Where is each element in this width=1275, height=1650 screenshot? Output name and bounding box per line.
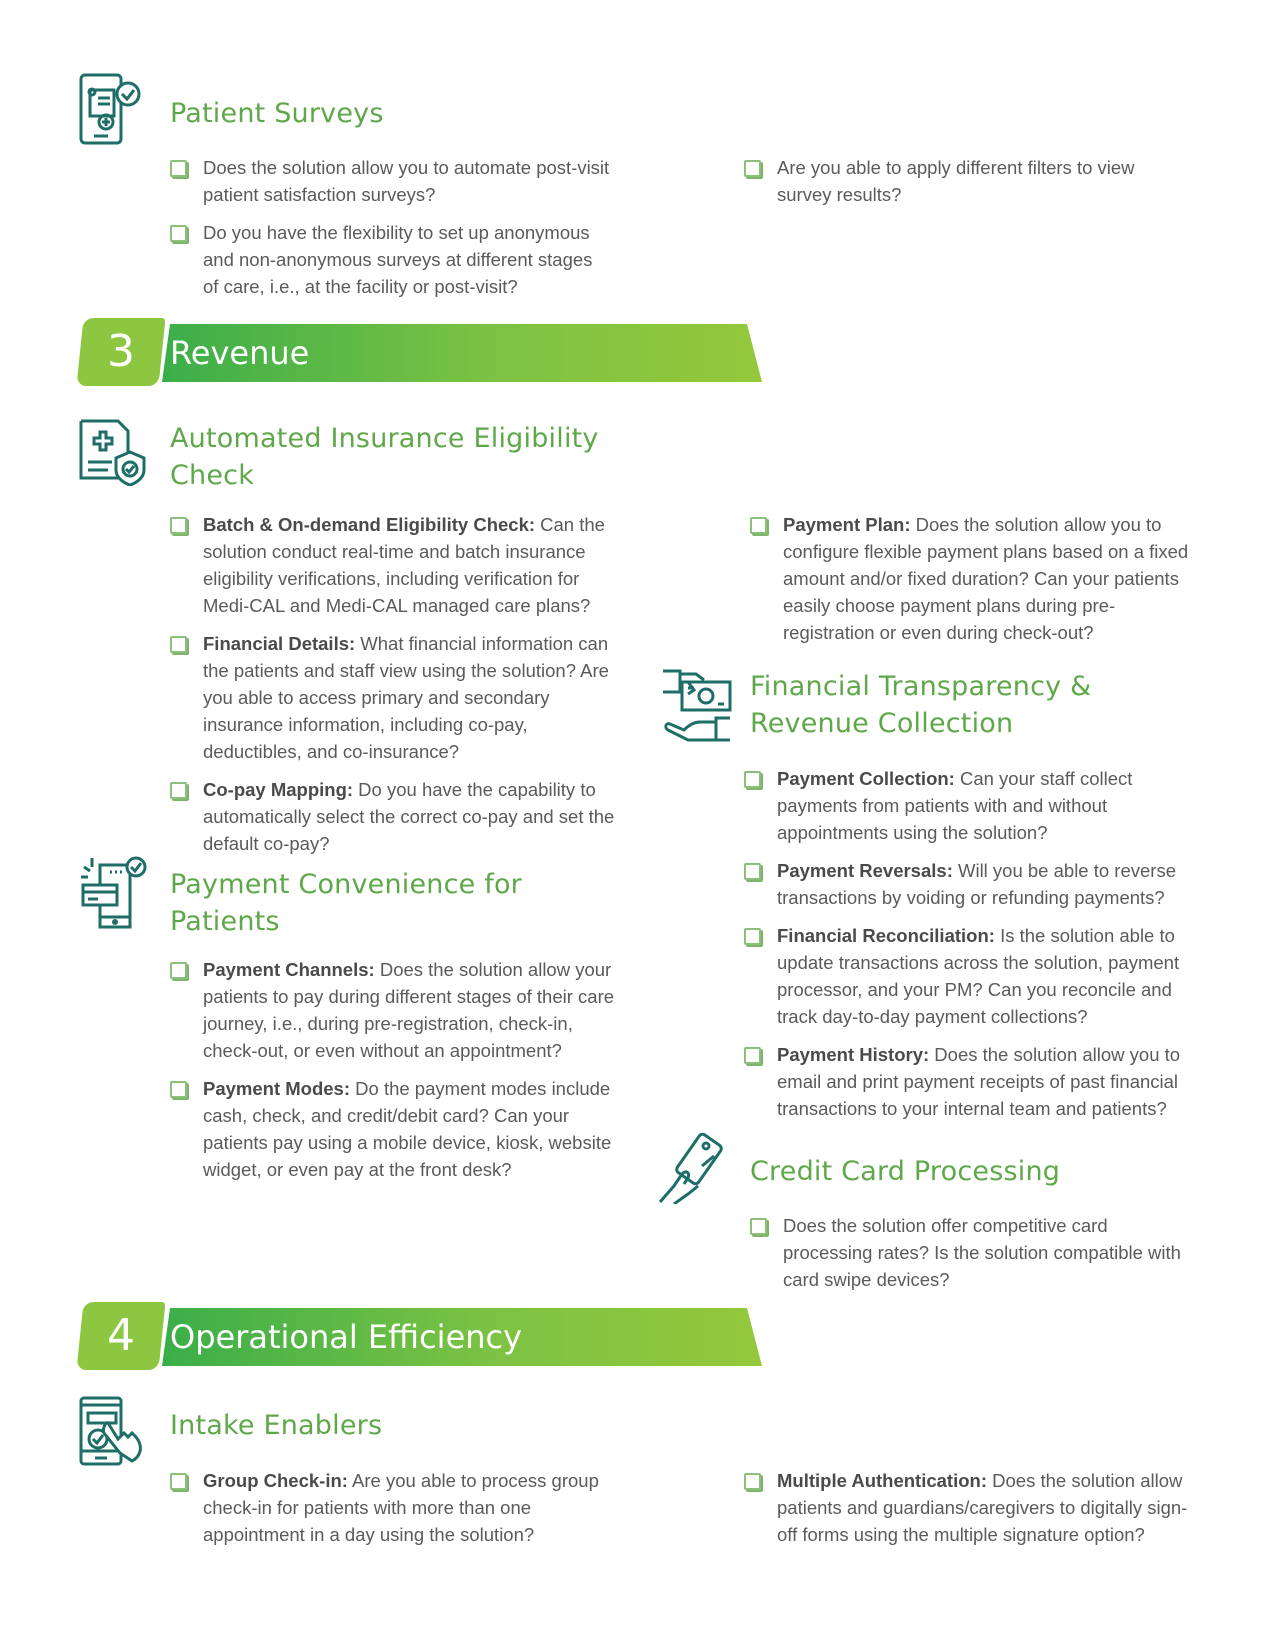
patient-surveys-right-list [744, 154, 1164, 219]
checkbox[interactable] [170, 160, 187, 177]
checklist-item: Do you have the flexibility to set up anonymous and non-anonymous surveys at different stages of care, i.e., at the facility or post-visit? [170, 219, 610, 300]
checkbox[interactable] [170, 782, 187, 799]
checklist-item: Batch & On-demand Eligibility Check: Can the solution conduct real-time and batch insurance eligibility verifications, including verification for Medi-CAL and Medi-CAL managed care plans? [170, 511, 620, 619]
section-banner-operational-efficiency [80, 1302, 780, 1368]
checkbox[interactable] [744, 1047, 761, 1064]
section-title: Financial Transparency & Revenue Collection [750, 671, 1092, 739]
payment-convenience-list [170, 956, 630, 1194]
mobile-payment-icon [80, 855, 150, 931]
checkbox[interactable] [170, 517, 187, 534]
checklist-item: Payment Collection: Can your staff collect payments from patients with and without appointments using the solution? [744, 765, 1204, 846]
checklist-item: Group Check-in: Are you able to process group check-in for patients with more than one appointment in a day using the solution? [170, 1467, 620, 1548]
credit-card-list [750, 1212, 1200, 1304]
checkbox[interactable] [744, 160, 761, 177]
checklist-item: Payment History: Does the solution allow you to email and print payment receipts of past financial transactions to your internal team and patients? [744, 1041, 1204, 1122]
checklist-item: Are you able to apply different filters to view survey results? [744, 154, 1164, 208]
section-title: Credit Card Processing [750, 1156, 1061, 1187]
checklist-item: Does the solution allow you to automate post-visit patient satisfaction surveys? [170, 154, 610, 208]
insurance-list [170, 511, 620, 868]
checkbox[interactable] [750, 517, 767, 534]
checklist-item: Co-pay Mapping: Do you have the capability to automatically select the correct co-pay and set the default co-pay? [170, 776, 620, 857]
financial-transparency-list [744, 765, 1204, 1133]
checklist-item: Payment Modes: Do the payment modes include cash, check, and credit/debit card? Can your patients pay using a mobile device, kiosk, website widget, or even pay at the front desk? [170, 1075, 630, 1183]
checkbox[interactable] [750, 1218, 767, 1235]
section-title: Patient Surveys [170, 98, 384, 129]
section-banner-revenue [80, 318, 780, 384]
checkbox[interactable] [744, 1473, 761, 1490]
intake-right-list [744, 1467, 1194, 1559]
payment-plan-list [750, 511, 1200, 657]
checklist-item: Multiple Authentication: Does the solution allow patients and guardians/caregivers to digitally sign-off forms using the multiple signature option? [744, 1467, 1194, 1548]
checkbox[interactable] [170, 1473, 187, 1490]
section-title: Automated Insurance Eligibility Check [170, 423, 599, 491]
cash-hand-icon [660, 668, 734, 742]
checklist-item: Financial Details: What financial information can the patients and staff view using the solution? Are you able to access primary and secondary insurance information, including co-pay, deductibles, and co-insurance? [170, 630, 620, 765]
tablet-touch-icon [78, 1395, 150, 1467]
section-title: Intake Enablers [170, 1410, 383, 1441]
patient-surveys-left-list [170, 154, 610, 311]
checkbox[interactable] [744, 863, 761, 880]
checkbox[interactable] [744, 771, 761, 788]
checkbox[interactable] [170, 1081, 187, 1098]
checklist-item: Payment Reversals: Will you be able to reverse transactions by voiding or refunding payments? [744, 857, 1204, 911]
section-title: Payment Convenience for Patients [170, 869, 522, 937]
checklist-item: Payment Plan: Does the solution allow you to configure flexible payment plans based on a fixed amount and/or fixed duration? Can your patients easily choose payment plans during pre-registration or even during check-out? [750, 511, 1200, 646]
section-number: 4 [107, 1310, 135, 1361]
section-banner-title: Operational Efficiency [170, 1318, 523, 1356]
checkbox[interactable] [170, 636, 187, 653]
section-number: 3 [107, 326, 135, 377]
checklist-item: Financial Reconciliation: Is the solution able to update transactions across the solution, payment processor, and your PM? Can you reconcile and track day-to-day payment collections? [744, 922, 1204, 1030]
intake-left-list [170, 1467, 620, 1559]
checklist-item: Payment Channels: Does the solution allow your patients to pay during different stages of their care journey, i.e., during pre-registration, check-in, check-out, or even without an appointment? [170, 956, 630, 1064]
survey-phone-icon [78, 72, 142, 148]
checklist-item: Does the solution offer competitive card processing rates? Is the solution compatible with card swipe devices? [750, 1212, 1200, 1293]
checkbox[interactable] [744, 928, 761, 945]
insurance-shield-icon [78, 418, 148, 486]
credit-card-hand-icon [658, 1132, 730, 1204]
checkbox[interactable] [170, 225, 187, 242]
section-banner-title: Revenue [170, 334, 310, 372]
checkbox[interactable] [170, 962, 187, 979]
